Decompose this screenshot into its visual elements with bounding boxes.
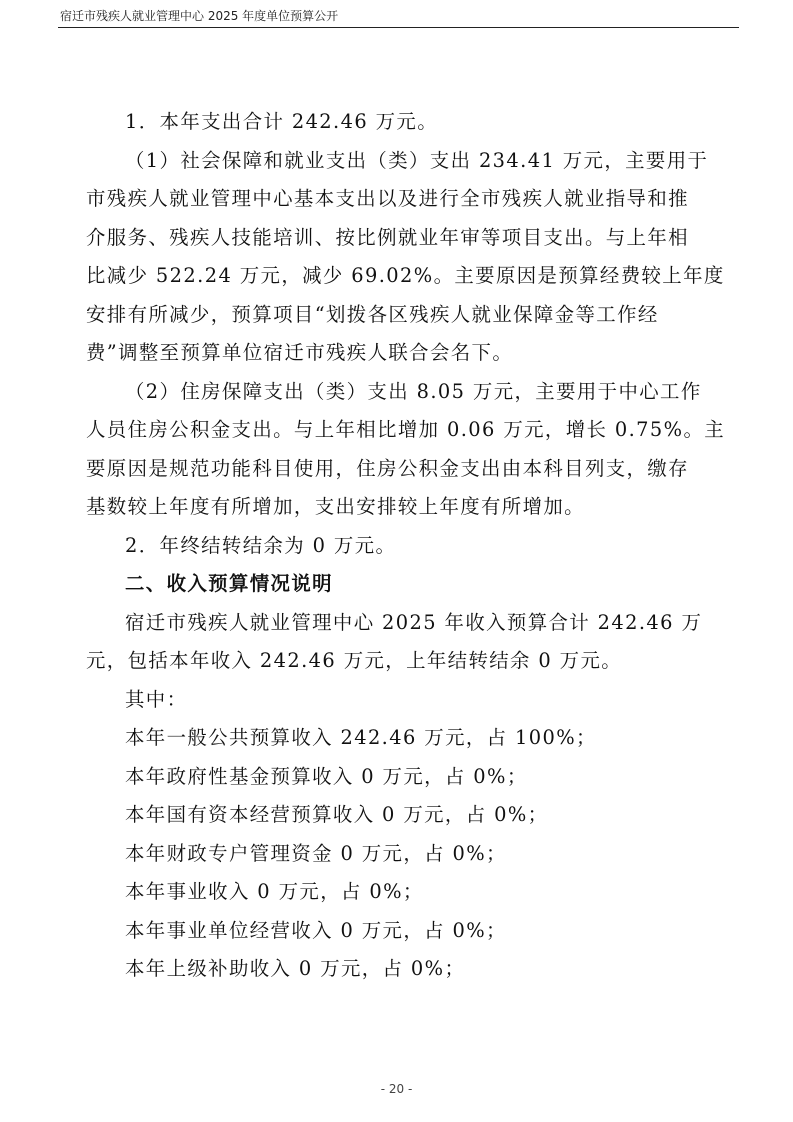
body-text-line: 本年政府性基金预算收入 0 万元，占 0%； bbox=[125, 764, 528, 788]
body-text-line: 1．本年支出合计 242.46 万元。 bbox=[125, 110, 439, 133]
body-text-line: 安排有所减少，预算项目“划拨各区残疾人就业保障金等工作经 bbox=[86, 302, 659, 326]
body-text-line: 其中： bbox=[125, 687, 188, 711]
body-text-line: 2．年终结转结余为 0 万元。 bbox=[125, 533, 397, 557]
body-text-line: 市残疾人就业管理中心基本支出以及进行全市残疾人就业指导和推 bbox=[86, 187, 689, 210]
document-body bbox=[86, 103, 726, 989]
section-heading: 二、收入预算情况说明 bbox=[125, 572, 333, 595]
body-text-line: 本年事业单位经营收入 0 万元，占 0%； bbox=[125, 918, 507, 942]
body-text-line: 费”调整至预算单位宿迁市残疾人联合会名下。 bbox=[86, 341, 514, 364]
body-text-line: 本年国有资本经营预算收入 0 万元，占 0%； bbox=[125, 803, 549, 826]
body-text-line: 本年事业收入 0 万元，占 0%； bbox=[125, 880, 424, 903]
body-text-line: （1）社会保障和就业支出（类）支出 234.41 万元，主要用于 bbox=[125, 148, 709, 172]
page-number: - 20 - bbox=[380, 1082, 413, 1096]
body-text-line: 介服务、残疾人技能培训、按比例就业年审等项目支出。与上年相 bbox=[86, 225, 689, 249]
body-text-line: 人员住房公积金支出。与上年相比增加 0.06 万元，增长 0.75%。主 bbox=[86, 418, 726, 441]
page-header-title: 宿迁市残疾人就业管理中心 2025 年度单位预算公开 bbox=[60, 9, 339, 23]
body-text-line: 元，包括本年收入 242.46 万元，上年结转结余 0 万元。 bbox=[86, 649, 623, 672]
body-text-line: 本年上级补助收入 0 万元，占 0%； bbox=[125, 957, 466, 980]
body-text-line: 比减少 522.24 万元，减少 69.02%。主要原因是预算经费较上年度 bbox=[86, 264, 725, 287]
header-rule bbox=[58, 27, 739, 28]
body-text-line: 宿迁市残疾人就业管理中心 2025 年收入预算合计 242.46 万 bbox=[125, 610, 703, 634]
body-text-line: 基数较上年度有所增加，支出安排较上年度有所增加。 bbox=[86, 495, 585, 518]
body-text-line: 要原因是规范功能科目使用，住房公积金支出由本科目列支，缴存 bbox=[86, 456, 689, 480]
body-text-line: 本年财政专户管理资金 0 万元，占 0%； bbox=[125, 841, 507, 865]
body-text-line: 本年一般公共预算收入 242.46 万元，占 100%； bbox=[125, 726, 597, 749]
body-text-line: （2）住房保障支出（类）支出 8.05 万元，主要用于中心工作 bbox=[125, 379, 702, 403]
